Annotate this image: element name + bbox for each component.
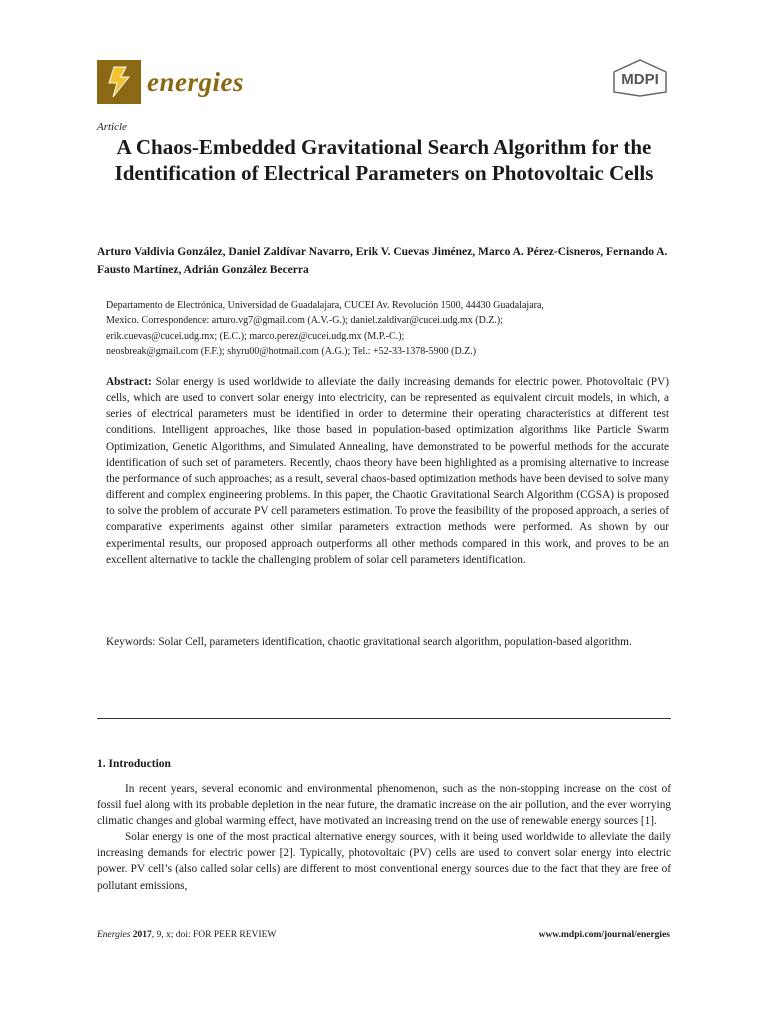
- journal-name: energies: [147, 66, 244, 97]
- keywords: Keywords: Solar Cell, parameters identification, chaotic gravitational search algorithm, population-based algorithm.: [106, 636, 632, 648]
- abstract: [106, 374, 669, 568]
- paragraph: Solar energy is one of the most practical alternative energy sources, with it being used worldwide to alleviate the daily increasing demands for electric power [2]. Typically, photovoltaic (PV) cells are used to convert solar energy into electric power. PV cell’s (also called solar cells) are different to most conventional energy sources due to the fact that they are free of pollutant emissions,: [97, 831, 671, 892]
- lightning-icon: [97, 60, 141, 104]
- affiliation-line: Mexico. Correspondence: arturo.vg7@gmail.com (A.V.-G.); daniel.zaldivar@cucei.udg.mx (D.Z.);: [106, 315, 504, 327]
- author-list: Arturo Valdivia González, Daniel Zaldívar Navarro, Erik V. Cuevas Jiménez, Marco A. Pérez-Cisneros, Fernando A. Fausto Martínez, Adrián González Becerra: [97, 246, 668, 276]
- svg-text:MDPI: MDPI: [621, 71, 659, 88]
- footer-url[interactable]: www.mdpi.com/journal/energies: [538, 930, 670, 940]
- abstract-label: Abstract:: [106, 376, 152, 388]
- footer-volume: , 9, x; doi: FOR PEER REVIEW: [151, 930, 277, 940]
- publisher-logo: [610, 58, 670, 98]
- affiliation-line: neosbreak@gmail.com (F.F.); shyru00@hotmail.com (A.G.); Tel.: +52-33-1378-5900 (D.Z.): [106, 346, 477, 358]
- footer-year: 2017: [132, 930, 152, 940]
- footer-journal: Energies: [97, 930, 131, 940]
- affiliation-line: Departamento de Electrónica, Universidad de Guadalajara, CUCEI Av. Revolución 1500, 44430 Guadalajara,: [106, 300, 544, 311]
- abstract-text: Solar energy is used worldwide to alleviate the daily increasing demands for electric power. Photovoltaic (PV) cells, which are used to convert solar energy into electricity, can be represented as equivalent circuit models, in which, a series of electrical parameters must be identified in order to determine their operating characteristics at different test conditions. Intelligent approaches, like those based in population-based optimization algorithms like Particle Swarm Optimization, Genetic Algorithms, and Simulated Annealing, have demonstrated to be powerful methods for the accurate identification of such set of parameters. Recently, chaos theory have been highlighted as a promising alternative to increase the performance of such approaches; as a result, several chaos-based optimization methods have been devised to solve many different and complex engineering problems. In this paper, the Chaotic Gravitational Search Algorithm (CGSA) is proposed to solve the problem of accurate PV cell parameters estimation. To prove the feasibility of the proposed approach, a series of comparative experiments against other similar parameters extraction methods were performed. As shown by our experimental results, our proposed approach outperforms all other methods compared in this work, and proves to be an excellent alternative to tackle the challenging problem of solar cell parameters identification.: [106, 376, 669, 566]
- article-type: Article: [97, 121, 127, 133]
- footer-citation: [97, 930, 276, 940]
- paper-title: A Chaos-Embedded Gravitational Search Algorithm for the Identification of Electrical Parameters on Photovoltaic Cells: [114, 135, 654, 185]
- section-heading: 1. Introduction: [97, 758, 171, 770]
- body-text: [97, 781, 671, 894]
- section-divider: [97, 718, 671, 719]
- paragraph: In recent years, several economic and environmental phenomenon, such as the non-stopping increase on the cost of fossil fuel along with its probable depletion in the near future, the dramatic increase on the air pollution, and the ever worrying climatic changes and global warming effect, have motivated an increasing trend on the use of renewable energy sources [1].: [97, 783, 671, 828]
- affiliations: [106, 298, 668, 360]
- affiliation-line: erik.cuevas@cucei.udg.mx; (E.C.); marco.perez@cucei.udg.mx (M.P.-C.);: [106, 330, 405, 342]
- journal-logo: [97, 60, 244, 104]
